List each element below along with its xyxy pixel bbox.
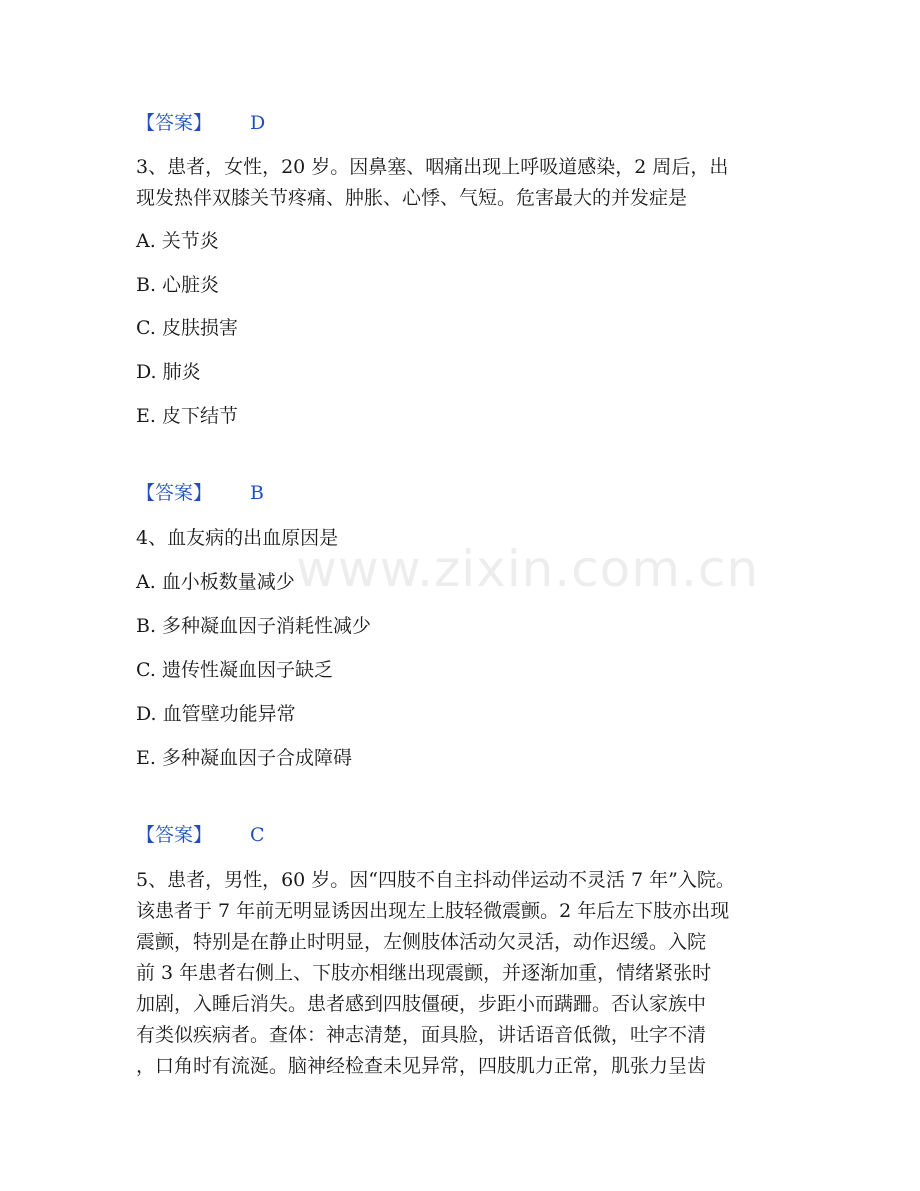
q3-stem-line-1: 3、患者，女性，20 岁。因鼻塞、咽痛出现上呼吸道感染，2 周后，出 xyxy=(136,156,729,178)
answer-line-2 xyxy=(136,478,264,508)
q4-option-e: E. 多种凝血因子合成障碍 xyxy=(136,747,352,769)
q4-option-c: C. 遗传性凝血因子缺乏 xyxy=(136,659,333,681)
answer-line-3 xyxy=(136,820,265,850)
q5-stem-line-6: 有类似疾病者。查体：神志清楚，面具脸，讲话语音低微，吐字不清 xyxy=(136,1024,707,1046)
q3-option-d: D. 肺炎 xyxy=(136,361,201,383)
answer-label: 【答案】 xyxy=(136,112,213,134)
answer-value: C xyxy=(250,824,265,846)
answer-line-1 xyxy=(136,108,266,138)
watermark: www.zixin.com.cn xyxy=(296,540,760,598)
q4-option-b: B. 多种凝血因子消耗性减少 xyxy=(136,615,372,637)
q3-option-b: B. 心脏炎 xyxy=(136,274,220,296)
q5-stem-line-7: ，口角时有流涎。脑神经检查未见异常，四肢肌力正常，肌张力呈齿 xyxy=(136,1055,707,1077)
q5-stem-line-2: 该患者于 7 年前无明显诱因出现左上肢轻微震颤。2 年后左下肢亦出现 xyxy=(136,900,730,922)
q3-option-c: C. 皮肤损害 xyxy=(136,317,238,339)
q5-stem-line-5: 加剧，入睡后消失。患者感到四肢僵硬，步距小而蹒跚。否认家族中 xyxy=(136,993,707,1015)
q5-stem-line-4: 前 3 年患者右侧上、下肢亦相继出现震颤，并逐渐加重，情绪紧张时 xyxy=(136,962,712,984)
answer-label: 【答案】 xyxy=(136,824,213,846)
q4-stem: 4、血友病的出血原因是 xyxy=(136,527,339,549)
q4-option-a: A. 血小板数量减少 xyxy=(136,571,295,593)
answer-label: 【答案】 xyxy=(136,482,213,504)
q3-stem-line-2: 现发热伴双膝关节疼痛、肿胀、心悸、气短。危害最大的并发症是 xyxy=(136,187,688,209)
answer-value: B xyxy=(250,482,264,504)
q3-option-e: E. 皮下结节 xyxy=(136,405,238,427)
q3-option-a: A. 关节炎 xyxy=(136,230,219,252)
answer-value: D xyxy=(250,112,266,134)
q5-stem-line-3: 震颤，特别是在静止时明显，左侧肢体活动欠灵活，动作迟缓。入院 xyxy=(136,931,707,953)
q5-stem-line-1: 5、患者，男性，60 岁。因“四肢不自主抖动伴运动不灵活 7 年”入院。 xyxy=(136,869,735,891)
q4-option-d: D. 血管壁功能异常 xyxy=(136,703,296,725)
